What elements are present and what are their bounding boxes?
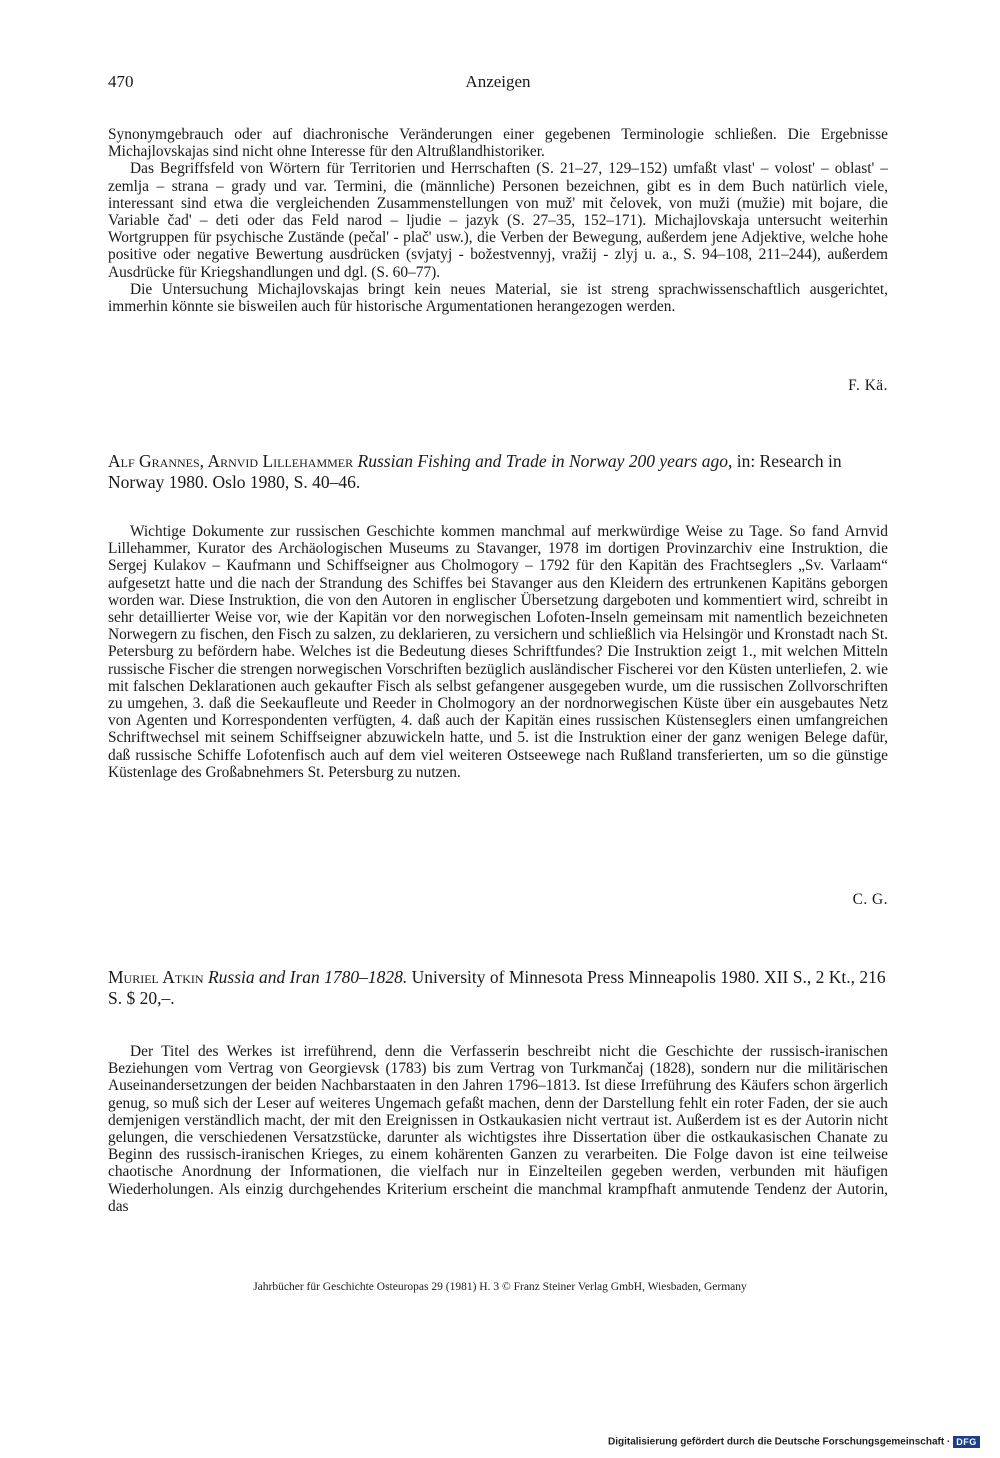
review-3-header bbox=[108, 967, 888, 1009]
journal-citation: Jahrbücher für Geschichte Osteuropas 29 (1981) H. 3 © Franz Steiner Verlag GmbH, Wiesbaden, Germany bbox=[253, 1281, 747, 1293]
paragraph: Das Begriffsfeld von Wörtern für Territorien und Herrschaften (S. 21–27, 129–152) umfaßt vlast' – volost' – oblast' – zemlja – strana – grady und var. Termini, die (männliche) Personen bezeichnen, gibt es in dem Buch natürlich viele, interessant sind etwa die vergleichenden Zusammenstellungen von muž' mit čelovek, von muži (mužie) mit bojare, die Variable čad' – deti oder das Feld narod – ljudie – jazyk (S. 27–35, 152–171). Michajlovskaja untersucht weiterhin Wortgruppen für psychische Zustände (pečal' - plač' usw.), die Verben der Bewegung, außerdem jene Adjektive, welche hohe positive oder negative Bewertung ausdrücken (svjatyj - božestvennyj, vražij - zlyj u. a., S. 94–108, 211–244), außerdem Ausdrücke für Kriegshandlungen und dgl. (S. 60–77). bbox=[108, 160, 888, 281]
review-2-title: Russian Fishing and Trade in Norway 200 years ago, bbox=[357, 451, 733, 471]
digitization-notice bbox=[608, 1436, 980, 1448]
review-2-authors: Alf Grannes, Arnvid Lillehammer bbox=[108, 451, 354, 471]
paragraph: Wichtige Dokumente zur russischen Geschichte kommen manchmal auf merkwürdige Weise zu Tage. So fand Arnvid Lillehammer, Kurator des Archäologischen Museums zu Stavanger, 1978 im dortigen Provinzarchiv eine Instruktion, die Sergej Kulakov – Kaufmann und Schiffseigner aus Cholmogory – 1792 für den Kapitän des Frachtseglers „Sv. Varlaam“ aufgesetzt hatte und die nach der Strandung des Schiffes bei Stavanger aus den Kleidern des ertrunkenen Kapitäns geborgen worden war. Diese Instruktion, die von den Autoren in englischer Übersetzung dargeboten und kommentiert wird, schreibt in sehr detaillierter Weise vor, wie der Kapitän vor den norwegischen Lofoten-Inseln gemeinsam mit namentlich bezeichneten Norwegern zu fischen, den Fisch zu salzen, zu deklarieren, zu versichern und schließlich via Helsingör und Kronstadt nach St. Petersburg zu befördern habe. Welches ist die Bedeutung dieses Schriftfundes? Die Instruktion zeigt 1., mit welchen Mitteln russische Fischer die strengen norwegischen Vorschriften bezüglich ausländischer Fischerei vor den Küsten unterliefen, 2. wie mit falschen Deklarationen auch gekaufter Fisch als selbst gefangener ausgegeben wurde, um die russischen Zollvorschriften zu umgehen, 3. daß die Seekaufleute und Reeder in Cholmogory an der nordnorwegischen Küste über ein ausgebautes Netz von Agenten und Korrespondenten verfügten, 4. daß auch der Kapitän eines russischen Küstenseglers einen umfangreichen Schriftwechsel mit seinem Schiffseigner abzuwickeln hatte, und 5. ist die Instruktion einer der ganz wenigen Belege dafür, daß russische Schiffe Lofotenfisch auch auf dem viel weiteren Ostseewege nach Rußland transferierten, um so die günstige Küstenlage des Großabnehmers St. Petersburg zu nutzen. bbox=[108, 523, 888, 781]
running-head bbox=[108, 72, 888, 96]
review-1-text bbox=[108, 126, 888, 315]
review-3-author: Muriel Atkin bbox=[108, 967, 204, 987]
paragraph: Die Untersuchung Michajlovskajas bringt kein neues Material, sie ist streng sprachwissenschaftlich ausgerichtet, immerhin könnte sie bisweilen auch für historische Argumentationen herangezogen werden. bbox=[108, 280, 888, 316]
dfg-logo: DFG bbox=[953, 1436, 980, 1448]
review-3-title: Russia and Iran 1780–1828. bbox=[207, 967, 408, 987]
review-2-header bbox=[108, 451, 888, 493]
page-number: 470 bbox=[108, 72, 134, 91]
review-3-publication: University of Minnesota Press Minneapolis 1980. XII S., 2 Kt., 216 S. $ 20,–. bbox=[108, 967, 886, 1008]
paragraph: Synonymgebrauch oder auf diachronische Veränderungen einer gegebenen Terminologie schließen. Die Ergebnisse Michajlovskajas sind nicht ohne Interesse für den Altrußlandhistoriker. bbox=[108, 126, 888, 161]
review-1-signature: F. Kä. bbox=[848, 377, 888, 394]
section-title: Anzeigen bbox=[465, 72, 531, 91]
review-3-text bbox=[108, 1043, 888, 1215]
digitization-text: Digitalisierung gefördert durch die Deutsche Forschungsgemeinschaft · bbox=[608, 1436, 951, 1448]
review-2-text bbox=[108, 523, 888, 781]
review-2-signature: C. G. bbox=[852, 891, 888, 908]
review-2-publication: in: Research in Norway 1980. Oslo 1980, S. 40–46. bbox=[108, 451, 842, 492]
paragraph: Der Titel des Werkes ist irreführend, denn die Verfasserin beschreibt nicht die Geschichte der russisch-iranischen Beziehungen vom Vertrag von Georgievsk (1783) bis zum Vertrag von Turkmančaj (1828), sondern nur die militärischen Auseinandersetzungen der beiden Nachbarstaaten in den Jahren 1796–1813. Ist diese Irreführung des Käufers schon ärgerlich genug, so muß sich der Leser auf weiteres Ungemach gefaßt machen, denn der Darstellung fehlt ein roter Faden, der sie auch demjenigen verständlich macht, der mit den Ereignissen in Ostkaukasien nicht vertraut ist. Außerdem ist es der Autorin nicht gelungen, die verschiedenen Versatzstücke, darunter als wichtigstes ihre Dissertation über die ostkaukasischen Chanate zu Beginn des russisch-iranischen Krieges, zu einem kohärenten Ganzen zu verarbeiten. Die Folge davon ist eine teilweise chaotische Anordnung der Informationen, die vielfach nur in Einzelteilen gegeben werden, verbunden mit häufigen Wiederholungen. Als einzig durchgehendes Kriterium erscheint die manchmal krampfhaft anmutende Tendenz der Autorin, das bbox=[108, 1043, 888, 1215]
